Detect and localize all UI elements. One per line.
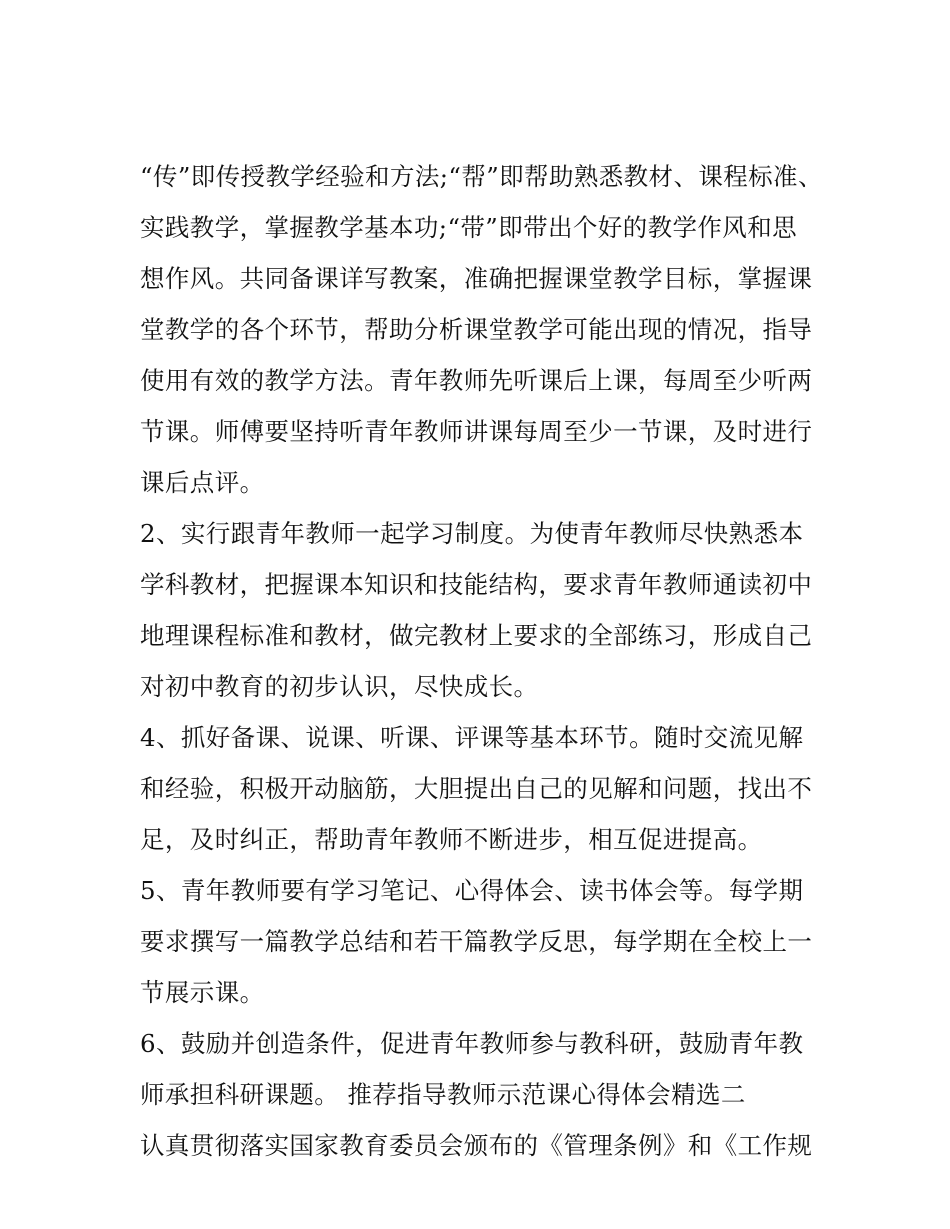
text-line-8: 2、实行跟青年教师一起学习制度。为使青年教师尽快熟悉本 [140, 519, 804, 548]
text-line-10: 地理课程标准和教材，做完教材上要求的全部练习，形成自己 [140, 621, 813, 650]
text-line-4: 堂教学的各个环节，帮助分析课堂教学可能出现的情况，指导 [140, 315, 813, 344]
text-line-9: 学科教材，把握课本知识和技能结构，要求青年教师通读初中 [140, 570, 813, 599]
text-line-7: 课后点评。 [140, 468, 265, 497]
text-line-20: 认真贯彻落实国家教育委员会颁布的《管理条例》和《工作规 [140, 1131, 813, 1160]
text-line-3: 想作风。共同备课详写教案，准确把握课堂教学目标，掌握课 [140, 264, 813, 293]
text-line-19: 师承担科研课题。 推荐指导教师示范课心得体会精选二 [140, 1080, 746, 1109]
text-line-17: 节展示课。 [140, 978, 265, 1007]
text-line-14: 足，及时纠正，帮助青年教师不断进步，相互促进提高。 [140, 825, 763, 854]
text-line-5: 使用有效的教学方法。青年教师先听课后上课，每周至少听两 [140, 366, 813, 395]
text-line-2: 实践教学，掌握教学基本功;“带”即带出个好的教学作风和思 [140, 213, 798, 242]
text-line-12: 4、抓好备课、说课、听课、评课等基本环节。随时交流见解 [140, 723, 804, 752]
text-line-13: 和经验，积极开动脑筋，大胆提出自己的见解和问题，找出不 [140, 774, 813, 803]
text-line-16: 要求撰写一篇教学总结和若干篇教学反思，每学期在全校上一 [140, 927, 813, 956]
text-line-6: 节课。师傅要坚持听青年教师讲课每周至少一节课，及时进行 [140, 417, 813, 446]
text-line-1: “传”即传授教学经验和方法;“帮”即帮助熟悉教材、课程标准、 [140, 162, 823, 191]
text-line-18: 6、鼓励并创造条件，促进青年教师参与教科研，鼓励青年教 [140, 1029, 804, 1058]
text-line-11: 对初中教育的初步认识，尽快成长。 [140, 672, 539, 701]
text-line-15: 5、青年教师要有学习笔记、心得体会、读书体会等。每学期 [140, 876, 804, 905]
